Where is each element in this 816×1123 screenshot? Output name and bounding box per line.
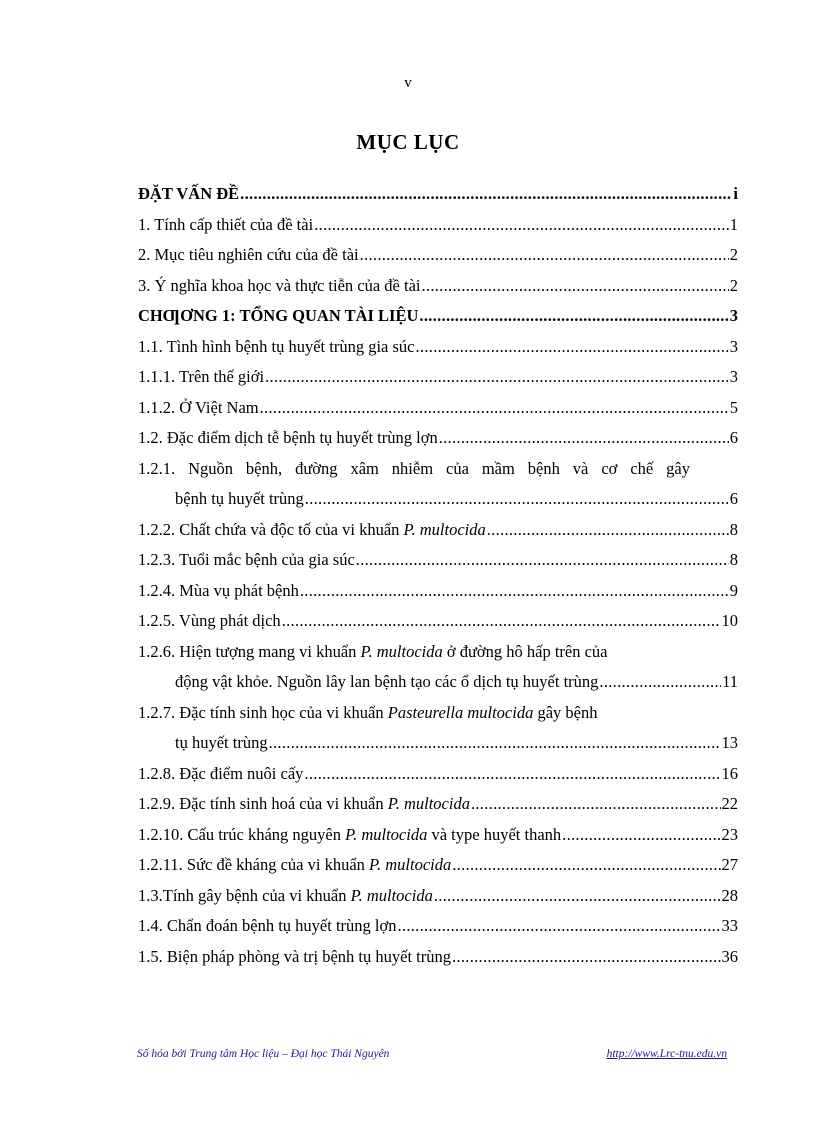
toc-entry[interactable]: 1.2.7. Đặc tính sinh học của vi khuẩn Pasteurella multocida gây bệnh tụ huyết trùng ..... 13 bbox=[138, 703, 738, 764]
toc-page-number: 16 bbox=[721, 763, 738, 783]
toc-entry[interactable]: 1.5. Biện pháp phòng và trị bệnh tụ huyết trùng ..... 36 bbox=[138, 947, 738, 978]
toc-entry[interactable]: 1.4. Chẩn đoán bệnh tụ huyết trùng lợn ..... 33 bbox=[138, 916, 738, 947]
toc-entry[interactable]: 1.2.6. Hiện tượng mang vi khuẩn P. multocida ở đường hô hấp trên của động vật khỏe. Nguồn lây lan bệnh tạo các ổ dịch tụ huyết trùng ..... 11 bbox=[138, 642, 738, 703]
toc-entry[interactable]: ĐẶT VẤN ĐỀ ..... i bbox=[138, 184, 738, 215]
toc-entry[interactable]: 1.1. Tình hình bệnh tụ huyết trùng gia súc ..... 3 bbox=[138, 337, 738, 368]
toc-entry[interactable]: 1.2.9. Đặc tính sinh hoá của vi khuẩn P. multocida ..... 22 bbox=[138, 794, 738, 825]
toc-page-number: 8 bbox=[729, 550, 738, 569]
toc-page-number: 33 bbox=[721, 916, 738, 935]
toc-entry[interactable]: 3. Ý nghĩa khoa học và thực tiễn của đề tài ..... 2 bbox=[138, 276, 738, 307]
toc-entry[interactable]: 1.2.1. Nguồn bệnh, đường xâm nhiễm của mầm bệnh và cơ chế gây bệnh tụ huyết trùng ..... 6 bbox=[138, 459, 738, 520]
toc-entry[interactable]: 1. Tính cấp thiết của đề tài ..... 1 bbox=[138, 215, 738, 246]
toc-page-number: 2 bbox=[729, 245, 738, 264]
toc-page-number: 22 bbox=[721, 794, 738, 813]
toc-page-number: 3 bbox=[729, 336, 738, 356]
toc-entry[interactable]: 1.1.1. Trên thế giới ..... 3 bbox=[138, 367, 738, 398]
toc-entry[interactable]: 2. Mục tiêu nghiên cứu của đề tài ..... 2 bbox=[138, 245, 738, 276]
toc-page-number: 2 bbox=[729, 275, 738, 295]
toc-page-number: 13 bbox=[721, 733, 738, 752]
page-title: MỤC LỤC bbox=[356, 130, 460, 154]
toc-page-number: 36 bbox=[721, 946, 738, 966]
toc-page-number: 23 bbox=[721, 824, 738, 844]
toc-page-number: 11 bbox=[722, 672, 738, 691]
toc-page-number: 9 bbox=[729, 580, 738, 600]
toc-entry[interactable]: CHƢƠNG 1: TỔNG QUAN TÀI LIỆU ..... 3 bbox=[138, 306, 738, 337]
toc-entry[interactable]: 1.2.10. Cấu trúc kháng nguyên P. multocida và type huyết thanh ..... 23 bbox=[138, 825, 738, 856]
footer bbox=[137, 1048, 727, 1060]
toc-entry[interactable]: 1.2.2. Chất chứa và độc tố của vi khuẩn P. multocida ..... 8 bbox=[138, 520, 738, 551]
toc-page-number: 28 bbox=[721, 885, 738, 905]
toc-page-number: 27 bbox=[721, 855, 738, 874]
page-number: v bbox=[404, 75, 412, 91]
footer-link[interactable]: http://www.Lrc-tnu.edu.vn bbox=[606, 1048, 727, 1060]
toc-page-number: 6 bbox=[729, 428, 738, 447]
toc-page-number: 5 bbox=[729, 397, 738, 417]
toc-entry[interactable]: 1.2.4. Mùa vụ phát bệnh ..... 9 bbox=[138, 581, 738, 612]
table-of-contents bbox=[138, 184, 738, 977]
toc-page-number: 10 bbox=[721, 611, 738, 630]
toc-entry[interactable]: 1.2.3. Tuổi mắc bệnh của gia súc ..... 8 bbox=[138, 550, 738, 581]
toc-page-number: 3 bbox=[729, 367, 738, 386]
toc-entry[interactable]: 1.2.8. Đặc điểm nuôi cấy ..... 16 bbox=[138, 764, 738, 795]
toc-entry[interactable]: 1.2.11. Sức đề kháng của vi khuẩn P. multocida ..... 27 bbox=[138, 855, 738, 886]
toc-entry[interactable]: 1.1.2. Ở Việt Nam ..... 5 bbox=[138, 398, 738, 429]
footer-source: Số hóa bởi Trung tâm Học liệu – Đại học Thái Nguyên bbox=[137, 1048, 390, 1060]
toc-page-number: 8 bbox=[729, 519, 738, 539]
toc-page-number: 3 bbox=[729, 306, 738, 325]
toc-page-number: 1 bbox=[729, 214, 738, 234]
toc-page-number: 6 bbox=[729, 489, 738, 508]
toc-page-number: i bbox=[733, 184, 738, 203]
toc-entry[interactable]: 1.2.5. Vùng phát dịch ..... 10 bbox=[138, 611, 738, 642]
toc-entry[interactable]: 1.3.Tính gây bệnh của vi khuẩn P. multocida ..... 28 bbox=[138, 886, 738, 917]
toc-entry[interactable]: 1.2. Đặc điểm dịch tễ bệnh tụ huyết trùng lợn ..... 6 bbox=[138, 428, 738, 459]
